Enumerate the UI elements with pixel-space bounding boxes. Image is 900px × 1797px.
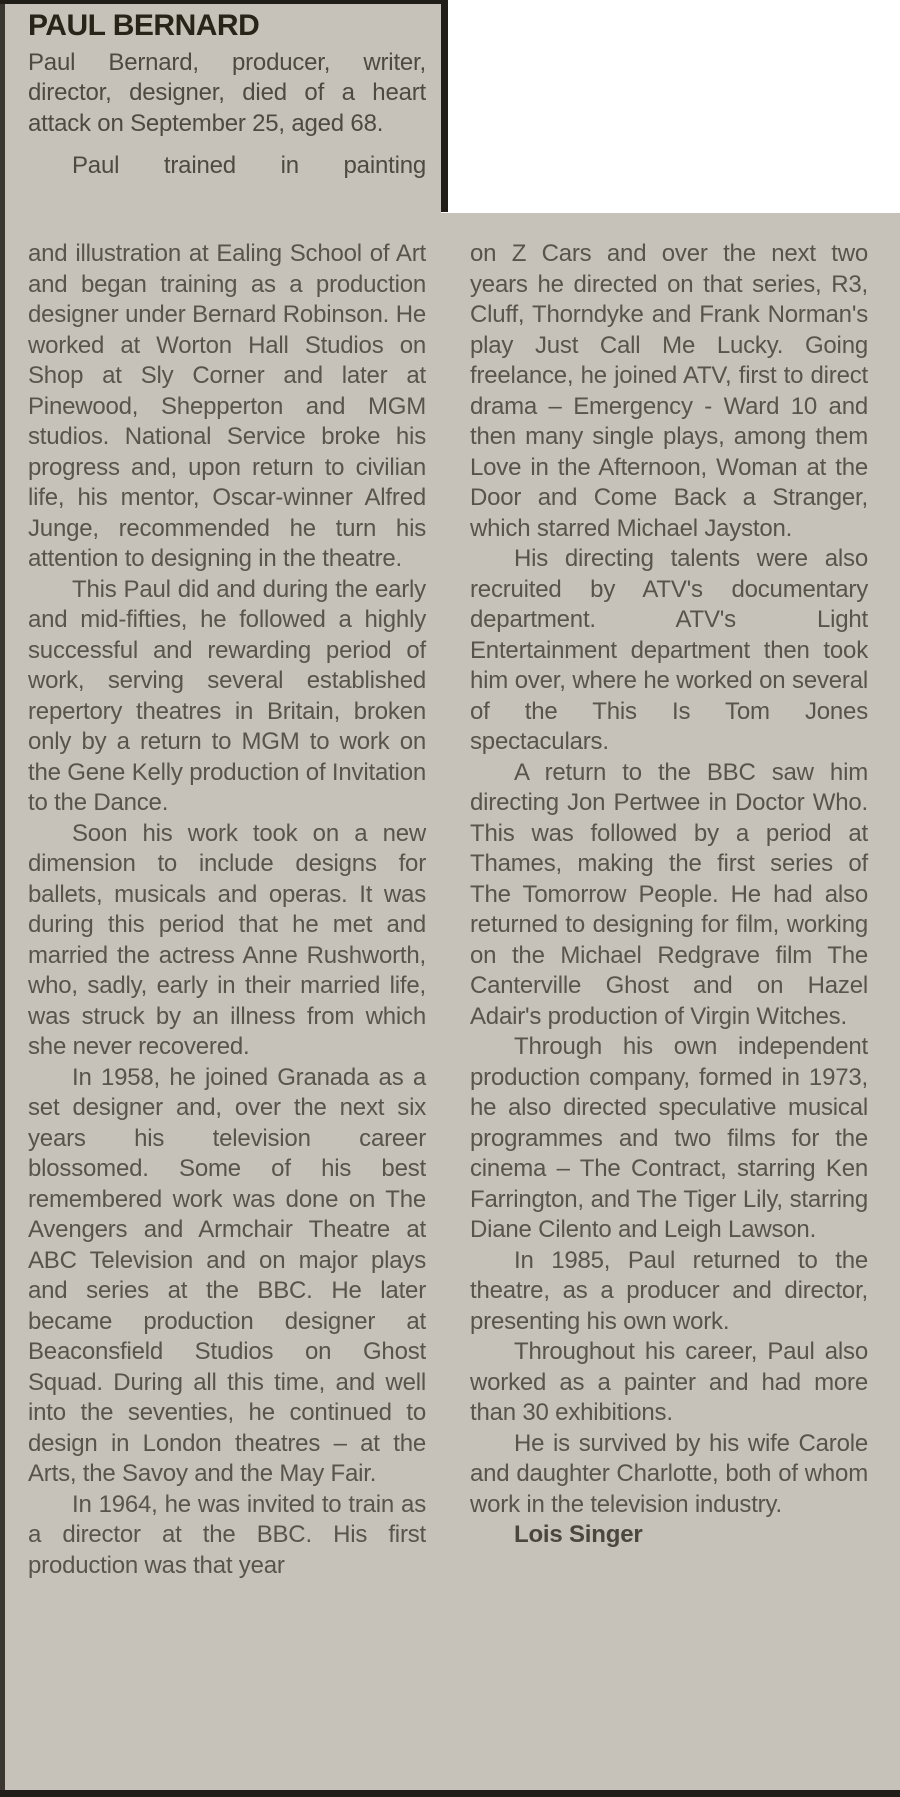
paragraph: His directing talents were also recruited by ATV's documentary department. ATV's Light Entertainment department then took him over, where he worked on several of the This Is Tom Jones spectaculars. <box>470 545 868 755</box>
paragraph: on Z Cars and over the next two years he directed on that series, R3, Cluff, Thorndyke and Frank Norman's play Just Call Me Lucky. Going freelance, he joined ATV, first to direct drama – Emergency - Ward 10 and then many single plays, among them Love in the Afternoon, Woman at the Door and Come Back a Stranger, which starred Michael Jayston. <box>470 240 868 542</box>
paragraph: He is survived by his wife Carole and daughter Charlotte, both of whom work in the television industry. <box>470 1429 868 1518</box>
paragraph: In 1958, he joined Granada as a set designer and, over the next six years his television career blossomed. Some of his best remembered work was done on The Avengers and Armchair Theatre at ABC Television and on major plays and series at the BBC. He later became production designer at Beaconsfield Studios on Ghost Squad. During all this time, and well into the seventies, he continued to design in London theatres – at the Arts, the Savoy and the May Fair. <box>28 1063 426 1487</box>
paragraph: In 1985, Paul returned to the theatre, as a producer and director, presenting his own work. <box>470 1246 868 1335</box>
two-column-layout <box>28 239 886 1581</box>
paragraph: This Paul did and during the early and mid-fifties, he followed a highly successful and rewarding period of work, serving several established repertory theatres in Britain, broken only by a return to MGM to work on the Gene Kelly production of Invitation to the Dance. <box>28 575 426 816</box>
paragraph: and illustration at Ealing School of Art and began training as a production designer under Bernard Robinson. He worked at Worton Hall Studios on Shop at Sly Corner and later at Pinewood, Shepperton and MGM studios. National Service broke his progress and, upon return to civilian life, his mentor, Oscar-winner Alfred Junge, recommended he turn his attention to designing in the theatre. <box>28 240 426 572</box>
lede-continuation-line: Paul trained in painting <box>72 152 426 179</box>
obituary-lede <box>28 48 426 182</box>
scan-edge-bottom <box>0 1790 900 1797</box>
lede-paragraph: Paul Bernard, producer, writer, director, designer, died of a heart attack on September 25, aged 68. <box>28 48 426 137</box>
paragraph: Through his own independent production company, formed in 1973, he also directed speculative musical programmes and two films for the cinema – The Contract, starring Ken Farrington, and The Tiger Lily, starring Diane Cilento and Leigh Lawson. <box>470 1033 868 1243</box>
paragraph: In 1964, he was invited to train as a director at the BBC. His first production was that year <box>28 1490 426 1579</box>
obituary-body-clipping <box>0 213 900 1797</box>
scan-edge-top <box>0 0 445 4</box>
left-column <box>28 239 426 1581</box>
article-headline: PAUL BERNARD <box>28 9 260 42</box>
paragraph: A return to the BBC saw him directing Jon Pertwee in Doctor Who. This was followed by a period at Thames, making the first series of The Tomorrow People. He had also returned to designing for film, working on the Michael Redgrave film The Canterville Ghost and on Hazel Adair's production of Virgin Witches. <box>470 758 868 1030</box>
right-column <box>470 239 868 1581</box>
paragraph: Throughout his career, Paul also worked as a painter and had more than 30 exhibitions. <box>470 1338 868 1426</box>
column-rule <box>441 0 448 212</box>
byline: Lois Singer <box>514 1521 643 1548</box>
obituary-header-clipping <box>0 0 441 213</box>
paragraph: Soon his work took on a new dimension to include designs for ballets, musicals and operas. It was during this period that he met and married the actress Anne Rushworth, who, sadly, early in their married life, was struck by an illness from which she never recovered. <box>28 819 426 1060</box>
scan-edge-left <box>0 0 5 1797</box>
